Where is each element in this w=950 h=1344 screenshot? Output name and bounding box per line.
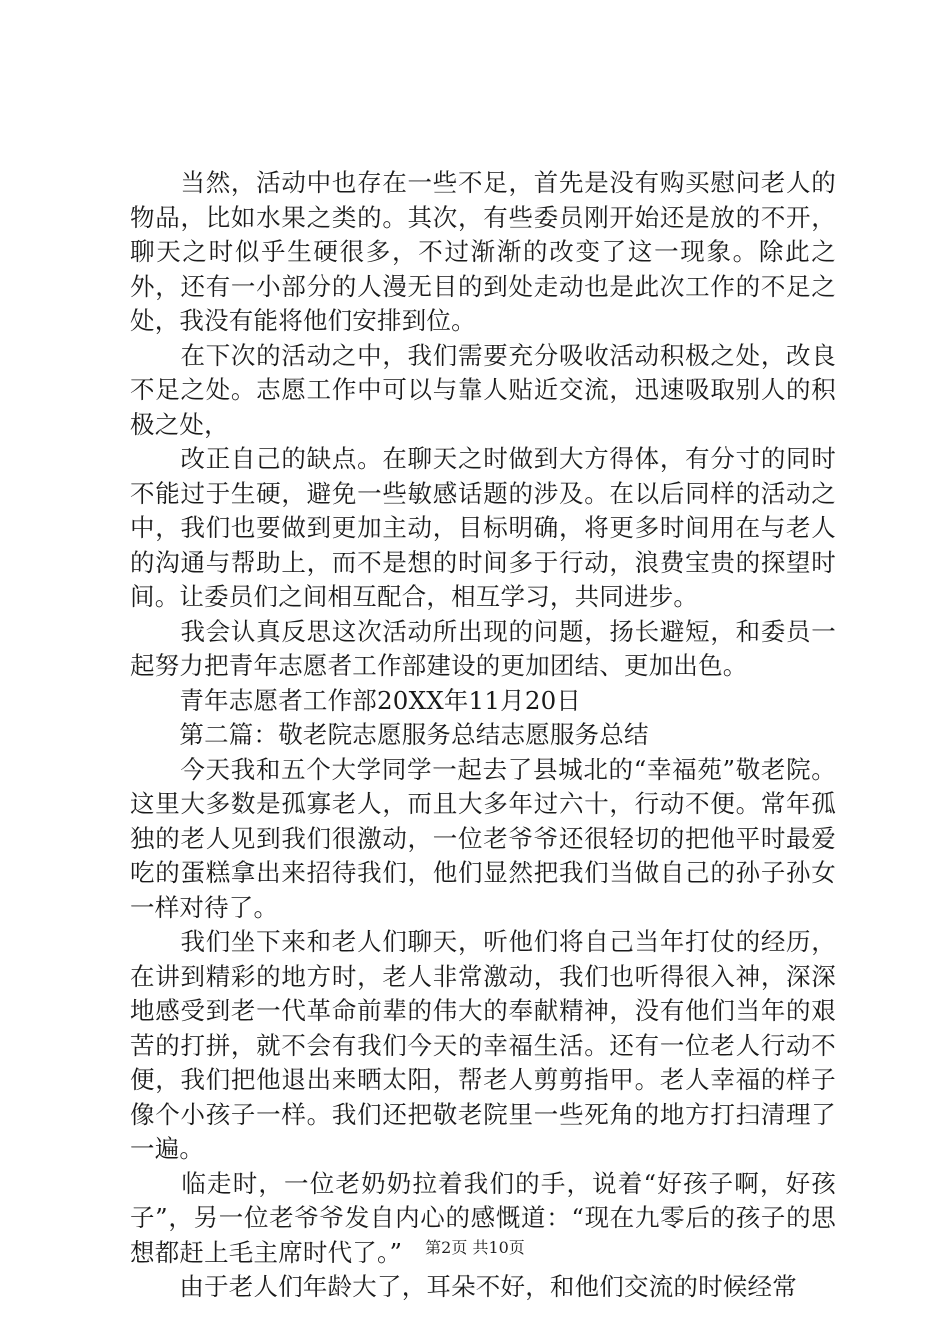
paragraph-farewell: 临走时，一位老奶奶拉着我们的手，说着“好孩子啊，好孩子”，另一位老爷爷发自内心的感慨道：“现在九零后的孩子的思想都赶上毛主席时代了。”: [130, 1168, 836, 1267]
paragraph-reflection: 我会认真反思这次活动所出现的问题，扬长避短，和委员一起努力把青年志愿者工作部建设的更加团结、更加出色。: [130, 616, 836, 680]
paragraph-shortcomings: 当然，活动中也存在一些不足，首先是没有购买慰问老人的物品，比如水果之类的。其次，有些委员刚开始还是放的不开，聊天之时似乎生硬很多，不过渐渐的改变了这一现象。除此之外，还有一小部分的人漫无目的到处走动也是此次工作的不足之处，我没有能将他们安排到位。: [130, 168, 836, 335]
paragraph-next-activity: 在下次的活动之中，我们需要充分吸收活动积极之处，改良不足之处。志愿工作中可以与靠人贴近交流，迅速吸取别人的积极之处，: [130, 340, 836, 439]
paragraph-communication: 由于老人们年龄大了，耳朵不好，和他们交流的时候经常: [130, 1272, 797, 1301]
paragraph-visit-intro: 今天我和五个大学同学一起去了县城北的“幸福苑”敬老院。这里大多数是孤寡老人，而且大多年过六十，行动不便。常年孤独的老人见到我们很激动，一位老爷爷还很轻切的把他平时最爱吃的蛋糕拿出来招待我们，他们显然把我们当做自己的孙子孙女一样对待了。: [130, 754, 836, 922]
signature-line: 青年志愿者工作部20XX年11月20日: [130, 685, 582, 715]
document-body: [130, 166, 836, 1305]
section-heading: 第二篇：敬老院志愿服务总结志愿服务总结: [130, 720, 649, 749]
paragraph-improvements: 改正自己的缺点。在聊天之时做到大方得体，有分寸的同时不能过于生硬，避免一些敏感话题的涉及。在以后同样的活动之中，我们也要做到更加主动，目标明确，将更多时间用在与老人的沟通与帮助上，而不是想的时间多于行动，浪费宝贵的探望时间。让委员们之间相互配合，相互学习，共同进步。: [130, 444, 836, 611]
page-number-footer: 第2页 共10页: [425, 1238, 525, 1257]
paragraph-chatting: 我们坐下来和老人们聊天，听他们将自己当年打仗的经历，在讲到精彩的地方时，老人非常激动，我们也听得很入神，深深地感受到老一代革命前辈的伟大的奉献精神，没有他们当年的艰苦的打拼，就不会有我们今天的幸福生活。还有一位老人行动不便，我们把他退出来晒太阳，帮老人剪剪指甲。老人幸福的样子像个小孩子一样。我们还把敬老院里一些死角的地方打扫清理了一遍。: [130, 927, 836, 1163]
